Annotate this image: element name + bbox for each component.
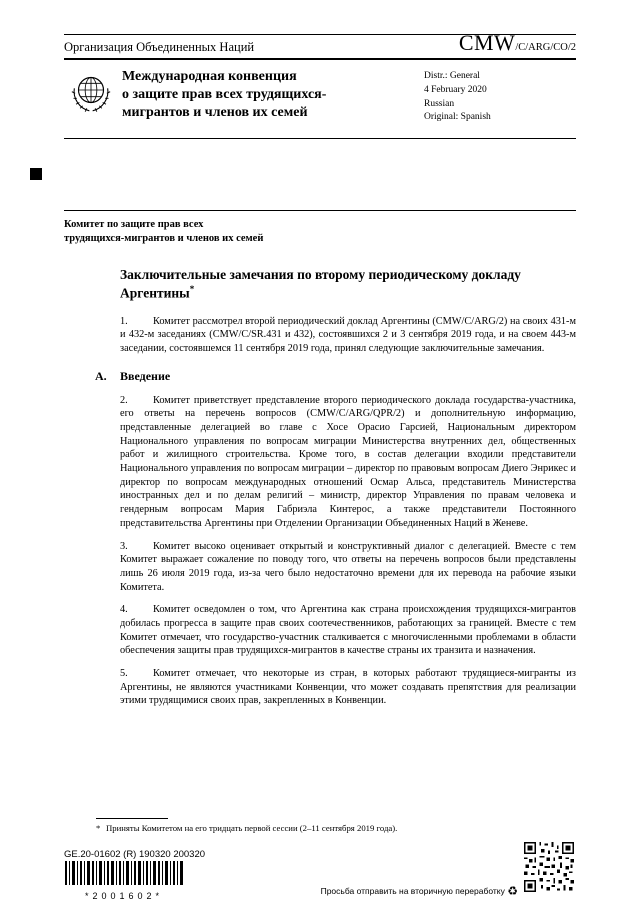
footnote — [96, 818, 566, 834]
paragraph-4 — [120, 603, 576, 658]
barcode — [64, 861, 184, 901]
convention-title-line3: мигрантов и членов их семей — [122, 105, 308, 121]
paragraph-number: 4. — [120, 604, 128, 616]
qr-code — [524, 842, 574, 897]
ge-number: GE.20-01602 (R) 190320 200320 — [64, 849, 206, 860]
committee-rule — [64, 210, 576, 211]
page-title — [120, 266, 576, 302]
convention-title-line1: Международная конвенция — [122, 69, 297, 84]
section-heading-a — [95, 368, 576, 384]
masthead — [64, 62, 576, 138]
barcode-lines — [65, 861, 183, 885]
header-rule — [64, 58, 576, 60]
committee-heading — [64, 218, 263, 246]
paragraph-text: Комитет рассмотрел второй периодический доклад Аргентины (CMW/C/ARG/2) на своих 431-м и 432-м заседаниях (CMW/C/SR.431 и 432), состоявшихся 2 и 3 сентября 2019 года, и на своем 443-м заседании, состоявшемся 11 сентября 2019 года, принял следующие заключительные замечания. — [120, 315, 576, 354]
recycle-icon: ♻ — [507, 884, 518, 898]
paragraph-text: Комитет отмечает, что некоторые из стран, в которых работают трудящиеся-мигранты из Аргентины, не являются участниками Конвенции, что может создавать препятствия для реализации этими трудящимися своих прав, закрепленных в Конвенции. — [120, 668, 576, 707]
main-content — [95, 266, 576, 717]
doc-symbol-suffix: /C/ARG/CO/2 — [515, 42, 576, 53]
paragraph-1 — [120, 315, 576, 356]
convention-title — [122, 68, 326, 123]
doc-symbol-main: CMW — [458, 30, 516, 55]
footnote-rule — [96, 818, 168, 819]
recycle-note — [321, 884, 518, 898]
recycle-text: Просьба отправить на вторичную переработку — [320, 886, 505, 896]
doc-symbol — [459, 30, 576, 56]
distr-line: Distr.: General — [424, 71, 480, 81]
convention-title-line2: о защите прав всех трудящихся- — [122, 87, 327, 103]
org-name: Организация Объединенных Наций — [64, 40, 255, 54]
committee-line2: трудящихся-мигрантов и членов их семей — [64, 233, 264, 245]
footnote-text: Приняты Комитетом на его тридцать первой сессии (2–11 сентября 2019 года). — [106, 823, 398, 833]
paragraph-text: Комитет осведомлен о том, что Аргентина как страна происхождения трудящихся-мигрантов добилась прогресса в защите прав своих соотечественников, работающих за границей. Вместе с тем Комитет отмечает, что государство-участник сталкивается с многочисленными проблемами в области обеспечения защиты прав трудящихся-мигрантов в качестве страны их транзита и назначения. — [120, 604, 576, 657]
distribution-info — [424, 70, 491, 125]
paragraph-number: 5. — [120, 668, 128, 680]
masthead-rule — [64, 138, 576, 139]
paragraph-5 — [120, 667, 576, 708]
paragraph-number: 3. — [120, 540, 128, 552]
original-line: Original: Spanish — [424, 112, 491, 123]
barcode-text: *2001602* — [84, 891, 164, 901]
committee-line1: Комитет по защите прав всех — [64, 219, 204, 230]
un-emblem-icon — [66, 70, 116, 125]
paragraph-3 — [120, 540, 576, 595]
paragraph-text: Комитет высоко оценивает открытый и конструктивный диалог с делегацией. Вместе с тем Комитет выражает сожаление по поводу того, что ответы на перечень вопросов были представлены лишь 26 июля 2019 года, из-за чего было недостаточно времени для их перевода на рабочие языки Комитета. — [120, 540, 576, 593]
language-line: Russian — [424, 98, 455, 109]
paragraph-text: Комитет приветствует представление второго периодического доклада государства-участника, его ответы на перечень вопросов (CMW/C/ARG/QPR/2) и дополнительную информацию, представленные делегацией во главе с Хосе Орасио Гарсией, Национальным директором Национального управления по вопросам миграции Министерства внутренних дел, общественных работ и жилищного строительства. Кроме того, в состав делегации входили представители Национального управления по вопросам миграции – директор по правовым вопросам Диего Энрикес и директор по вопросам международных отношений Осмар Альса, представитель Министерства иностранных дел и по делам религий – министр, директор Управления по правам человека и гендерным вопросам Мария Габриэла Кинтерос, а также представители Постоянного представительства Аргентины при Отделении Организации Объединенных Наций в Женеве. — [120, 394, 576, 529]
paragraph-number: 2. — [120, 394, 128, 406]
title-footnote-marker: * — [189, 283, 195, 294]
section-title: Введение — [120, 368, 171, 383]
section-label: A. — [95, 368, 107, 383]
page-title-text: Заключительные замечания по второму периодическому докладу Аргентины — [120, 267, 521, 301]
paragraph-number: 1. — [120, 315, 128, 327]
date-line: 4 February 2020 — [424, 84, 487, 95]
footnote-marker: * — [96, 823, 101, 833]
registration-mark — [30, 168, 42, 180]
paragraph-2 — [120, 394, 576, 531]
